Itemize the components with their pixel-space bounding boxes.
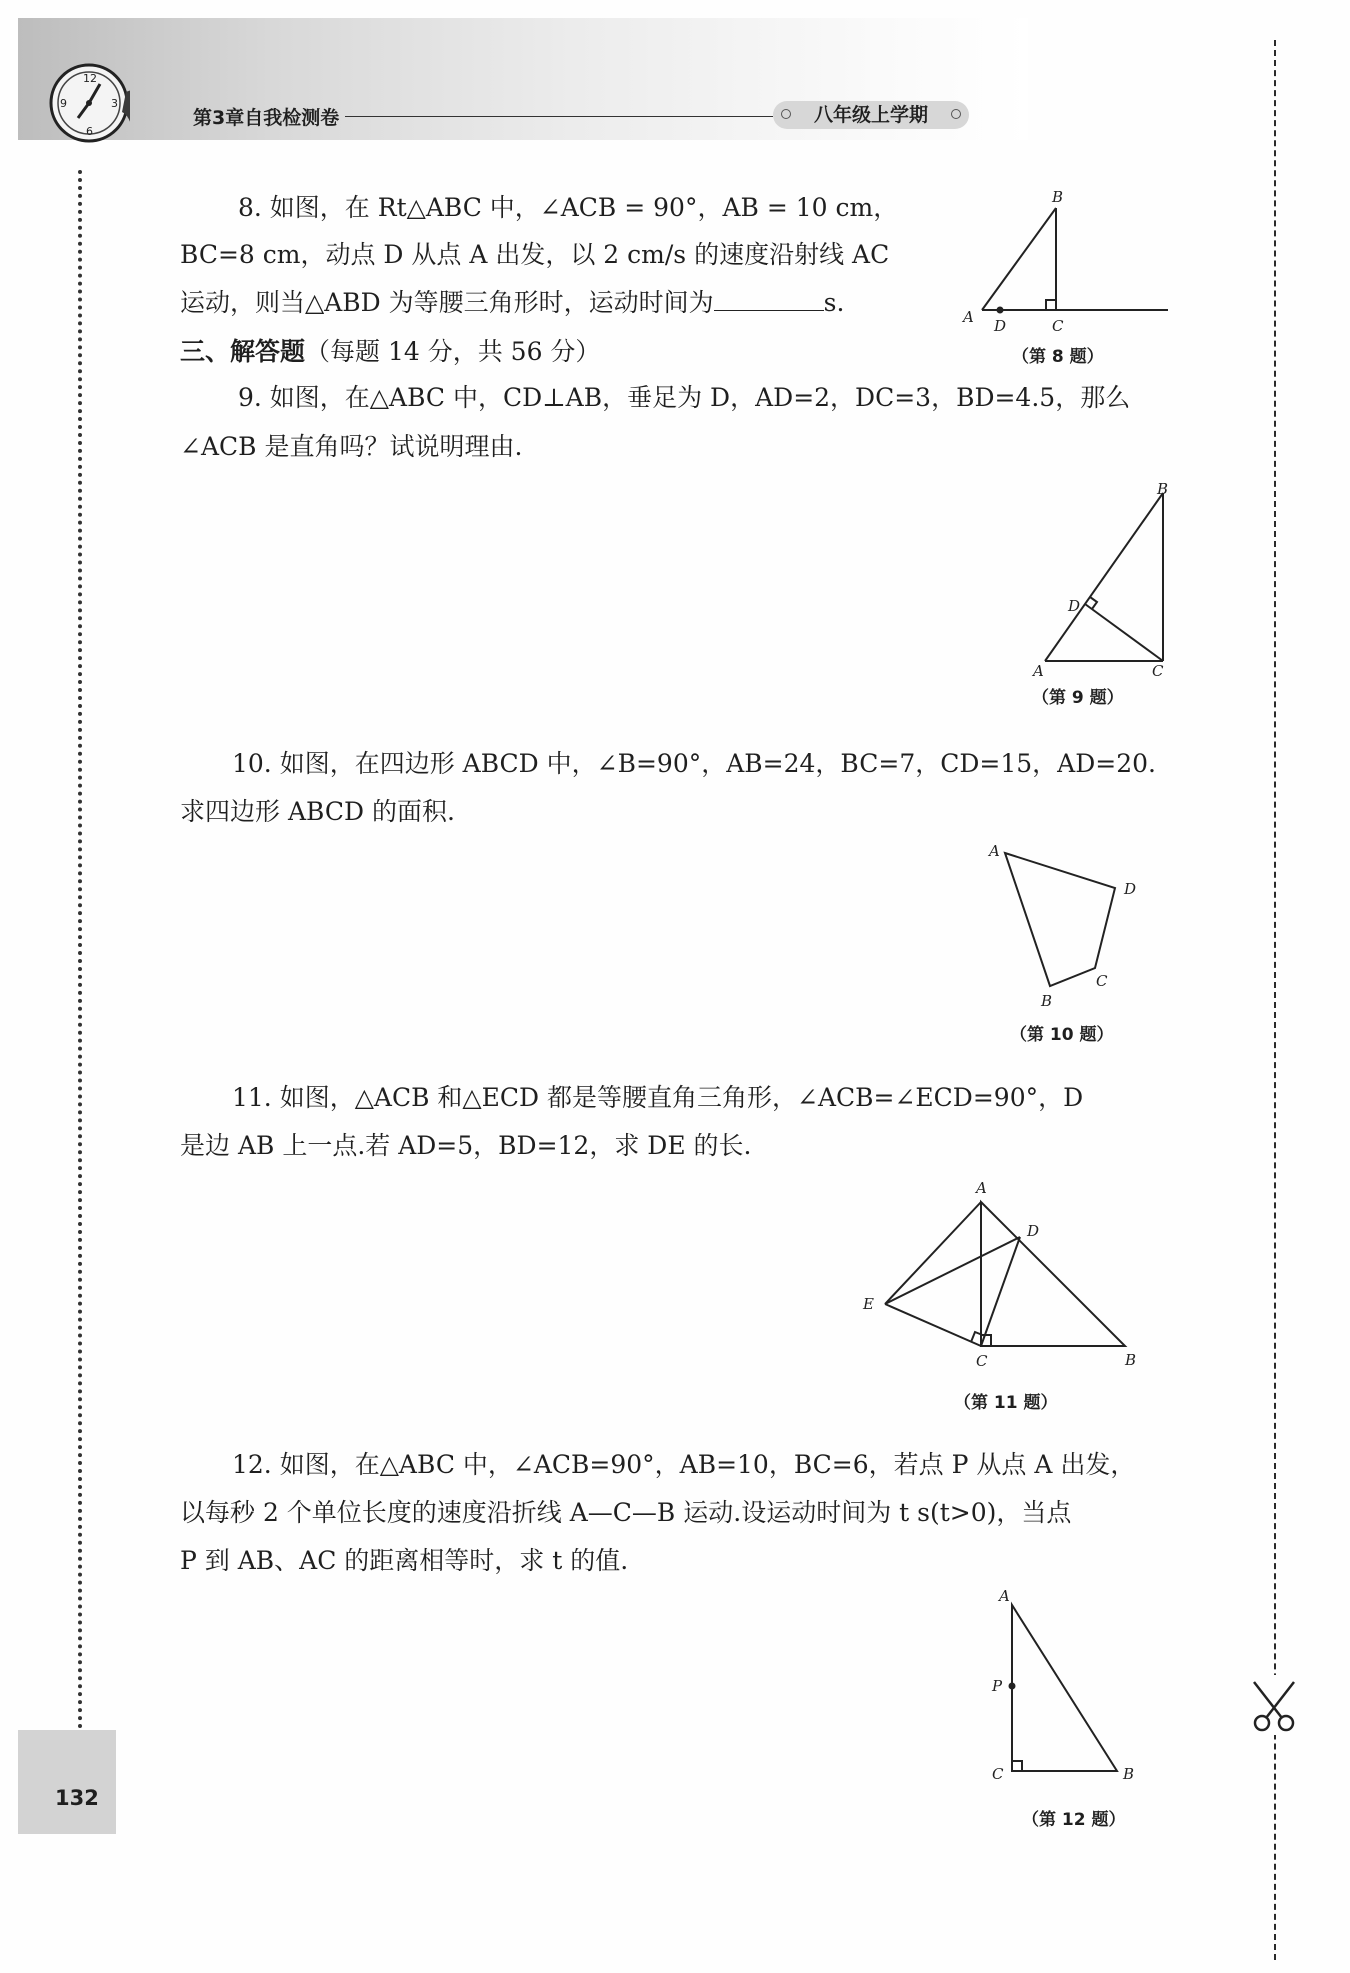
grade-badge: [773, 101, 969, 129]
header-rule: [345, 116, 773, 117]
q10-line2: 求四边形 ABCD 的面积.: [180, 797, 455, 826]
q10-caption: （第 10 题）: [1010, 1025, 1114, 1045]
q12-label-p: P: [992, 1677, 1003, 1695]
page-tab: [18, 1730, 116, 1834]
q10-label-d: D: [1124, 880, 1137, 898]
page-number: 132: [55, 1786, 99, 1810]
q8-line3-unit: s.: [823, 288, 845, 317]
q11-label-b: B: [1125, 1351, 1137, 1369]
scissors-icon: [1246, 1676, 1302, 1732]
q10-line1: 10. 如图，在四边形 ABCD 中，∠B=90°，AB=24，BC=7，CD=15，AD=20.: [232, 749, 1156, 778]
cut-line: [1274, 40, 1276, 1960]
pill-dot-icon: [951, 109, 961, 119]
q11-line2: 是边 AB 上一点.若 AD=5，BD=12，求 DE 的长.: [180, 1131, 752, 1160]
q9-caption: （第 9 题）: [1032, 688, 1124, 708]
q9-label-d: D: [1068, 597, 1081, 615]
q9-line2: ∠ACB 是直角吗？试说明理由.: [180, 432, 523, 461]
q8-line3: [180, 279, 844, 326]
q11-line1: 11. 如图，△ACB 和△ECD 都是等腰直角三角形，∠ACB=∠ECD=90°，D: [232, 1083, 1084, 1112]
q8-label-b: B: [1052, 188, 1064, 206]
q8-line2: BC=8 cm，动点 D 从点 A 出发，以 2 cm/s 的速度沿射线 AC: [180, 240, 890, 269]
q9-line1: 9. 如图，在△ABC 中，CD⊥AB，垂足为 D，AD=2，DC=3，BD=4.5，那么: [238, 383, 1131, 412]
q10-label-b: B: [1041, 992, 1053, 1010]
q12-caption: （第 12 题）: [1022, 1810, 1126, 1830]
chapter-title: 第3章自我检测卷: [193, 107, 340, 129]
q10-label-a: A: [989, 842, 1000, 860]
q10-label-c: C: [1096, 972, 1108, 990]
q12-line1: 12. 如图，在△ABC 中，∠ACB=90°，AB=10，BC=6，若点 P 从点 A 出发，: [232, 1450, 1136, 1479]
svg-text:3: 3: [111, 97, 118, 110]
q8-label-d: D: [994, 317, 1007, 335]
q9-label-c: C: [1152, 662, 1164, 680]
q12-line3: P 到 AB、AC 的距离相等时，求 t 的值.: [180, 1546, 629, 1575]
q12-line2: 以每秒 2 个单位长度的速度沿折线 A—C—B 运动.设运动时间为 t s(t>0)，当点: [180, 1498, 1072, 1527]
q12-label-b: B: [1123, 1765, 1135, 1783]
q8-line3-text: 运动，则当△ABD 为等腰三角形时，运动时间为: [180, 288, 714, 317]
q12-label-a: A: [999, 1587, 1010, 1605]
q11-label-d: D: [1027, 1222, 1040, 1240]
svg-text:6: 6: [86, 125, 93, 138]
svg-text:9: 9: [60, 97, 67, 110]
binding-dots: [78, 170, 82, 1730]
figure-q12: [975, 1585, 1155, 1790]
section-title: 三、解答题: [180, 337, 306, 366]
q8-caption: （第 8 题）: [1012, 347, 1104, 367]
q9-label-a: A: [1033, 662, 1044, 680]
q11-label-a: A: [976, 1179, 987, 1197]
q8-line1: 8. 如图，在 Rt△ABC 中，∠ACB = 90°，AB = 10 cm，: [238, 193, 899, 222]
figure-q9: [1030, 478, 1180, 688]
section-note: （每题 14 分，共 56 分）: [305, 337, 601, 366]
q11-caption: （第 11 题）: [954, 1393, 1058, 1413]
q11-label-c: C: [976, 1352, 988, 1370]
section-heading: [180, 332, 600, 372]
pill-dot-icon: [781, 109, 791, 119]
figure-q8: [960, 188, 1170, 338]
figure-q10: [985, 838, 1145, 1008]
q11-label-e: E: [863, 1295, 874, 1313]
q12-label-c: C: [992, 1765, 1004, 1783]
svg-text:12: 12: [83, 72, 97, 85]
q9-label-b: B: [1157, 480, 1169, 498]
figure-q11: [855, 1175, 1155, 1375]
answer-blank[interactable]: [714, 309, 824, 311]
grade-label: 八年级上学期: [813, 104, 928, 126]
q8-label-a: A: [963, 308, 974, 326]
clock-icon: [48, 62, 130, 144]
q8-label-c: C: [1052, 317, 1064, 335]
